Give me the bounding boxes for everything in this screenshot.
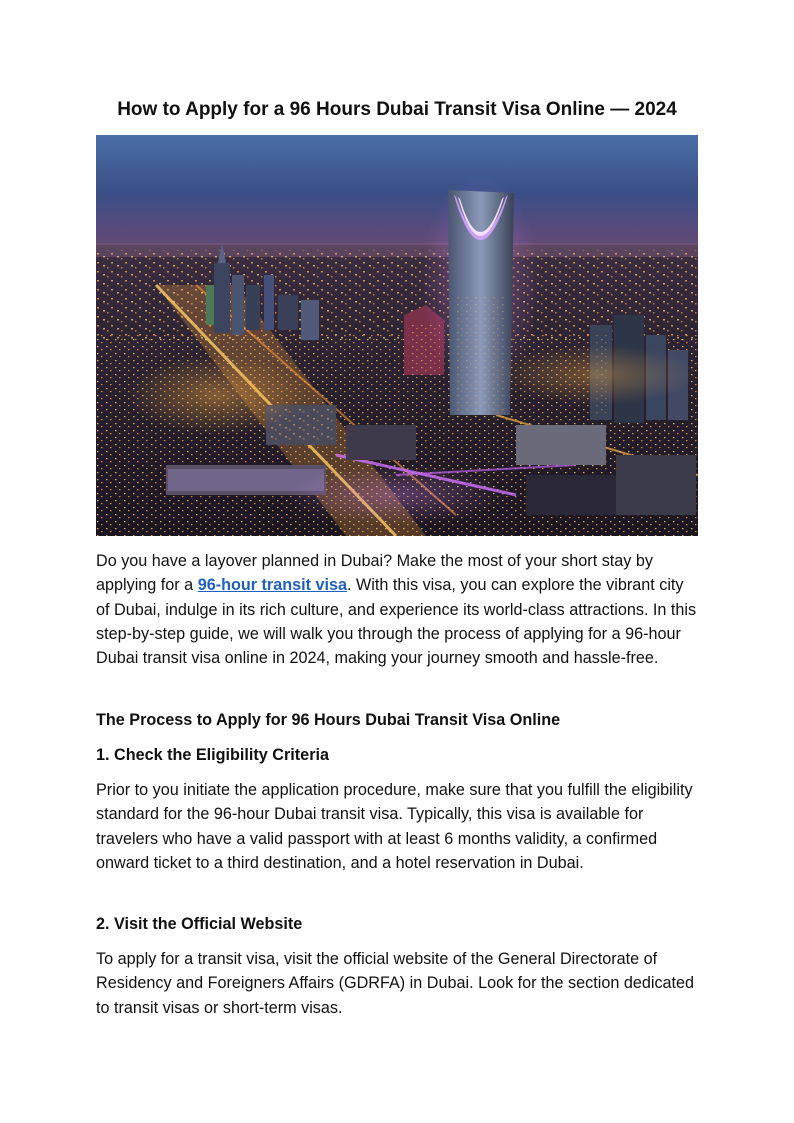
page-title: How to Apply for a 96 Hours Dubai Transit Visa Online — 2024: [117, 99, 677, 120]
step-2-heading: 2. Visit the Official Website: [96, 915, 303, 933]
step-2-body: To apply for a transit visa, visit the official website of the General Directorate of Residency and Foreigners Affairs (GDRFA) in Dubai. Look for the section dedicated to transit visas or short-term visas.: [96, 950, 695, 1017]
intro-text-end: . With this visa, you can explore the vibrant city of Dubai, indulge in its rich culture, and experience its world-class attractions. In this step-by-step guide, we will walk you through the process of applying for a 96-hour Dubai transit visa online in 2024, making your journey smooth and hassle-free.: [96, 576, 697, 668]
city-skyline-night-photo-icon: [96, 135, 698, 536]
intro-paragraph: [96, 549, 698, 670]
process-heading: The Process to Apply for 96 Hours Dubai Transit Visa Online: [96, 711, 561, 729]
transit-visa-link[interactable]: 96-hour transit visa: [197, 576, 348, 595]
step-1-body: Prior to you initiate the application procedure, make sure that you fulfill the eligibility standard for the 96-hour Dubai transit visa. Typically, this visa is available for travelers who have a valid passport with at least 6 months validity, a confirmed onward ticket to a third destination, and a hotel reservation in Dubai.: [96, 781, 693, 872]
step-1-heading: 1. Check the Eligibility Criteria: [96, 746, 329, 764]
intro-text-start: Do you have a layover planned in Dubai? Make the most of your short stay by applying for a: [96, 552, 653, 595]
hero-image: [96, 135, 698, 536]
